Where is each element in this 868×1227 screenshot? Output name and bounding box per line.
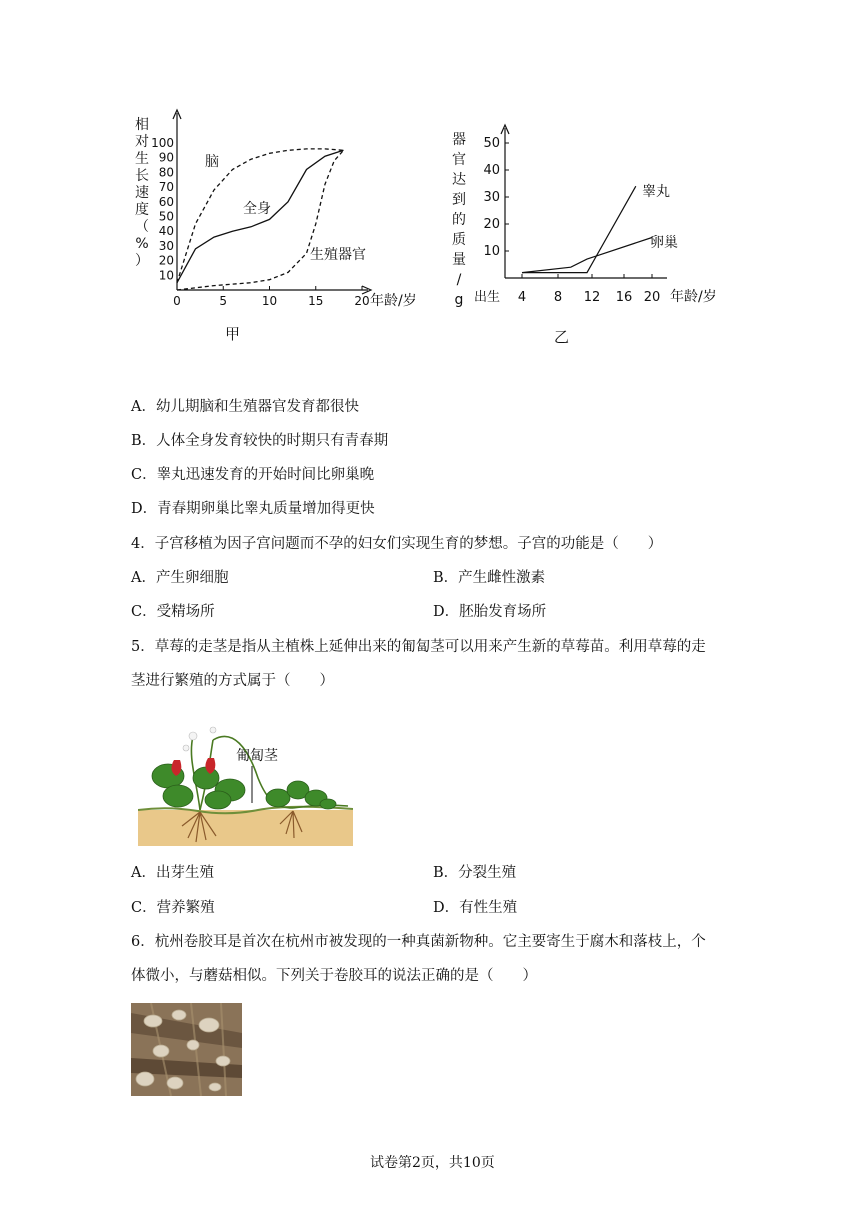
chart-yi-series bbox=[522, 186, 652, 272]
chart-jia-ytick-label: 90 bbox=[158, 150, 174, 165]
q3-option-c: C．睾丸迅速发育的开始时间比卵巢晚 bbox=[131, 467, 375, 483]
chart-yi-xtick-label: 出生 bbox=[473, 290, 501, 305]
chart-yi-caption: 乙 bbox=[554, 328, 570, 346]
chart-jia-ytick-label: 20 bbox=[158, 253, 174, 268]
chart-yi-xlabel: 年龄/岁 bbox=[670, 289, 717, 305]
chart-jia-ylabel-char: 相 bbox=[135, 117, 149, 133]
chart-yi-ylabel-char: 达 bbox=[452, 172, 466, 188]
chart-yi-series-label: 卵巢 bbox=[650, 235, 678, 251]
chart-yi-xtick-label: 12 bbox=[583, 290, 601, 305]
chart-yi-series-labels bbox=[642, 184, 678, 251]
chart-yi-ytick-label: 30 bbox=[483, 190, 500, 205]
chart-jia-caption: 甲 bbox=[225, 325, 241, 343]
q3-option-b: B．人体全身发育较快的时期只有青春期 bbox=[131, 433, 389, 449]
chart-jia-ylabel bbox=[135, 116, 149, 269]
chart-jia-series-label: 脑 bbox=[205, 154, 219, 170]
q4-option-b: B．产生雌性激素 bbox=[433, 570, 546, 586]
chart-jia-xtick-label: 0 bbox=[173, 294, 181, 308]
chart-jia-series bbox=[177, 149, 344, 290]
chart-yi-ylabel-char: 到 bbox=[452, 192, 466, 208]
chart-yi-series-line bbox=[522, 238, 652, 273]
chart-yi-xtick-label: 16 bbox=[615, 290, 633, 305]
chart-jia-ytick-label: 30 bbox=[158, 238, 174, 253]
chart-jia-series-line bbox=[177, 150, 344, 290]
chart-jia-ylabel-char: 长 bbox=[135, 168, 149, 184]
q4-option-a: A．产生卵细胞 bbox=[131, 570, 229, 586]
q3-option-d: D．青春期卵巢比睾丸质量增加得更快 bbox=[131, 501, 375, 517]
chart-jia-xticks bbox=[173, 286, 369, 308]
chart-jia-ytick-label: 80 bbox=[158, 165, 174, 180]
chart-jia-ylabel-char: 速 bbox=[135, 185, 149, 201]
chart-jia-yticks bbox=[151, 136, 174, 282]
chart-jia-ytick-label: 60 bbox=[158, 194, 174, 209]
chart-yi-ytick-label: 40 bbox=[483, 163, 500, 178]
q4-option-c: C．受精场所 bbox=[131, 604, 215, 620]
q5-option-d: D．有性生殖 bbox=[433, 900, 518, 916]
q3-option-a: A．幼儿期脑和生殖器官发育都很快 bbox=[131, 399, 359, 415]
chart-yi-xtick-label: 20 bbox=[643, 290, 661, 305]
chart-yi-series-label: 睾丸 bbox=[642, 184, 670, 200]
q5-stem-line-1: 5．草莓的走茎是指从主植株上延伸出来的匍匐茎可以用来产生新的草莓苗。利用草莓的走 bbox=[131, 639, 706, 655]
chart-jia-ylabel-char: ） bbox=[135, 253, 149, 269]
chart-jia bbox=[125, 105, 430, 350]
stolon-label: 匍匐茎 bbox=[236, 748, 278, 764]
chart-yi-ytick-label: 20 bbox=[483, 217, 500, 232]
q6-stem-line-1: 6．杭州卷胶耳是首次在杭州市被发现的一种真菌新物种。它主要寄生于腐木和落枝上，个 bbox=[131, 934, 706, 950]
chart-yi-axes bbox=[501, 125, 667, 278]
chart-jia-ytick-label: 10 bbox=[158, 268, 174, 283]
chart-yi-ylabel-char: g bbox=[454, 292, 464, 308]
chart-jia-xlabel: 年龄/岁 bbox=[370, 293, 417, 309]
chart-yi-xtick-label: 4 bbox=[517, 290, 527, 305]
chart-jia-ylabel-char: （ bbox=[135, 219, 149, 235]
chart-jia-xtick-label: 5 bbox=[219, 294, 228, 308]
fungus-photo bbox=[131, 1003, 242, 1096]
chart-jia-ytick-label: 50 bbox=[158, 209, 174, 224]
chart-jia-ytick-label: 40 bbox=[158, 224, 174, 239]
chart-jia-ylabel-char: 对 bbox=[135, 134, 149, 150]
chart-jia-ylabel-char: % bbox=[135, 236, 149, 252]
chart-jia-xtick-label: 20 bbox=[354, 294, 370, 308]
chart-yi bbox=[445, 120, 735, 350]
chart-jia-xtick-label: 15 bbox=[308, 294, 324, 308]
chart-yi-ylabel-char: 质 bbox=[452, 232, 466, 248]
chart-jia-xtick-label: 10 bbox=[261, 294, 278, 308]
chart-yi-ylabel bbox=[452, 132, 466, 308]
chart-yi-ylabel-char: 量 bbox=[452, 252, 466, 268]
chart-yi-ylabel-char: / bbox=[456, 272, 462, 288]
chart-jia-ylabel-char: 生 bbox=[135, 151, 149, 167]
chart-jia-axes bbox=[173, 110, 371, 294]
chart-yi-series-line bbox=[522, 186, 636, 272]
chart-yi-ytick-label: 50 bbox=[483, 136, 500, 151]
chart-yi-xticks bbox=[474, 274, 660, 305]
chart-jia-ytick-label: 70 bbox=[158, 180, 174, 195]
chart-yi-ylabel-char: 官 bbox=[452, 152, 466, 168]
chart-yi-ylabel-char: 的 bbox=[452, 212, 466, 228]
q6-stem-line-2: 体微小，与蘑菇相似。下列关于卷胶耳的说法正确的是（ ） bbox=[131, 968, 537, 984]
chart-jia-ylabel-char: 度 bbox=[135, 202, 149, 218]
q5-option-b: B．分裂生殖 bbox=[433, 865, 517, 881]
q5-option-a: A．出芽生殖 bbox=[131, 865, 214, 881]
page-footer: 试卷第2页，共10页 bbox=[370, 1155, 495, 1171]
q4-stem: 4．子宫移植为因子宫问题而不孕的妇女们实现生育的梦想。子宫的功能是（ ） bbox=[131, 536, 663, 552]
chart-yi-ytick-label: 10 bbox=[483, 244, 500, 259]
q5-option-c: C．营养繁殖 bbox=[131, 900, 215, 916]
chart-jia-ytick-label: 100 bbox=[151, 136, 174, 150]
chart-jia-series-label: 生殖器官 bbox=[310, 247, 366, 263]
chart-jia-series-label: 全身 bbox=[243, 201, 271, 217]
chart-yi-xtick-label: 8 bbox=[553, 290, 563, 305]
chart-jia-series-labels bbox=[205, 154, 366, 263]
strawberry-runner-illustration bbox=[138, 718, 353, 848]
q4-option-d: D．胚胎发育场所 bbox=[433, 604, 547, 620]
q5-stem-line-2: 茎进行繁殖的方式属于（ ） bbox=[131, 673, 334, 689]
chart-yi-ylabel-char: 器 bbox=[452, 132, 466, 148]
